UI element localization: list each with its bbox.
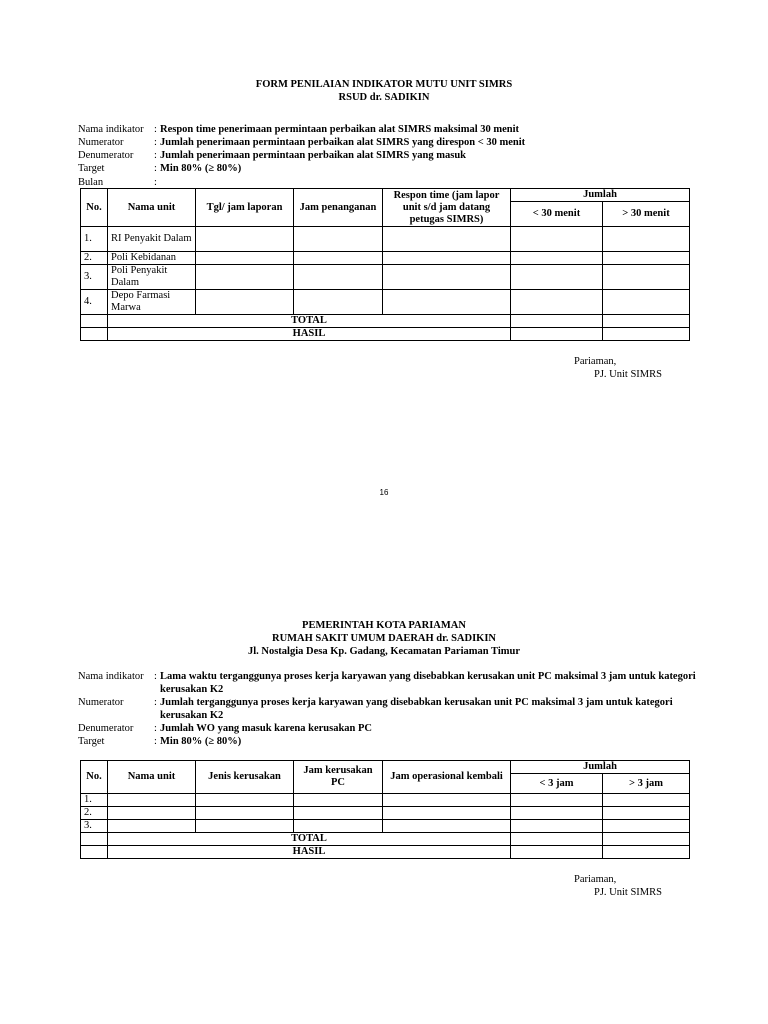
form2-field-target: Target : Min 80% (≥ 80%): [78, 736, 242, 748]
form2-subtitle: RUMAH SAKIT UMUM DAERAH dr. SADIKIN: [271, 633, 497, 644]
form2-address: Jl. Nostalgia Desa Kp. Gadang, Kecamatan Pariaman Timur: [247, 646, 521, 657]
form1-field-target: Target : Min 80% (≥ 80%): [78, 163, 242, 175]
sign-role: PJ. Unit SIMRS: [594, 887, 662, 898]
page-number: 16: [379, 488, 389, 497]
row-no: 2.: [81, 252, 108, 265]
form1-th-lt30: < 30 menit: [511, 202, 603, 227]
table-row: [81, 252, 690, 265]
form1-th-jumlah: Jumlah: [511, 189, 690, 202]
form1-total-row: [81, 315, 690, 328]
hasil-label: HASIL: [108, 846, 511, 859]
form1-th-tgl-jam: Tgl/ jam laporan: [196, 189, 294, 227]
sign-role: PJ. Unit SIMRS: [594, 369, 662, 380]
hasil-label: HASIL: [108, 328, 511, 341]
form1-th-respon-time: Respon time (jam lapor unit s/d jam datang petugas SIMRS): [383, 189, 511, 227]
sign-place: Pariaman,: [574, 356, 617, 367]
form2-total-row: [81, 833, 690, 846]
form1-th-nama-unit: Nama unit: [108, 189, 196, 227]
table-row: [81, 794, 690, 807]
row-no: 1.: [81, 794, 108, 807]
form1-th-no: No.: [81, 189, 108, 227]
form1-th-jam-penanganan: Jam penanganan: [294, 189, 383, 227]
form2-field-nama-indikator: Nama indikator : Lama waktu terganggunya proses kerja karyawan yang disebabkan kerusakan unit PC maksimal 3 jam untuk kategori kerusakan K2: [78, 671, 696, 695]
row-unit: Depo Farmasi Marwa: [108, 290, 196, 315]
form2-signature: [574, 873, 662, 899]
row-unit: Poli Penyakit Dalam: [108, 265, 196, 290]
row-unit: Poli Kebidanan: [108, 252, 196, 265]
form1-field-numerator: Numerator : Jumlah penerimaan permintaan perbaikan alat SIMRS yang direspon < 30 menit: [78, 137, 526, 149]
form2-table: [80, 760, 690, 859]
form1-field-denumerator: Denumerator : Jumlah penerimaan permintaan perbaikan alat SIMRS yang masuk: [78, 150, 467, 162]
form1-field-nama-indikator: Nama indikator : Respon time penerimaan permintaan perbaikan alat SIMRS maksimal 30 menit: [78, 124, 520, 135]
form2-title: PEMERINTAH KOTA PARIAMAN: [302, 620, 466, 631]
form2-field-denumerator: Denumerator : Jumlah WO yang masuk karena kerusakan PC: [78, 723, 372, 734]
form1-field-bulan: Bulan :: [78, 176, 157, 188]
total-label: TOTAL: [108, 315, 511, 328]
table-row: [81, 820, 690, 833]
form1-table: [80, 188, 690, 341]
form2-header: [0, 619, 768, 658]
sign-place: Pariaman,: [574, 874, 617, 885]
total-label: TOTAL: [108, 833, 511, 846]
form1-th-gt30: > 30 menit: [603, 202, 690, 227]
row-no: 4.: [81, 290, 108, 315]
form1-fields: [78, 123, 698, 189]
form2-th-jam-kerusakan: Jam kerusakan PC: [294, 761, 383, 794]
form1-hasil-row: [81, 328, 690, 341]
row-unit: RI Penyakit Dalam: [108, 227, 196, 252]
form2-th-no: No.: [81, 761, 108, 794]
row-no: 1.: [81, 227, 108, 252]
form2-th-nama-unit: Nama unit: [108, 761, 196, 794]
row-no: 3.: [81, 265, 108, 290]
form2-th-lt3: < 3 jam: [511, 774, 603, 794]
row-no: 3.: [81, 820, 108, 833]
form2-field-numerator: Numerator : Jumlah terganggunya proses kerja karyawan yang disebabkan kerusakan unit PC maksimal 3 jam untuk kategori kerusakan K2: [78, 697, 673, 721]
table-row: [81, 227, 690, 252]
form2-th-gt3: > 3 jam: [603, 774, 690, 794]
form1-signature: [574, 355, 662, 381]
form2-th-jam-operasional: Jam operasional kembali: [383, 761, 511, 794]
form2-th-jenis-kerusakan: Jenis kerusakan: [196, 761, 294, 794]
form1-title: FORM PENILAIAN INDIKATOR MUTU UNIT SIMRS: [255, 79, 513, 90]
table-row: [81, 290, 690, 315]
table-row: [81, 265, 690, 290]
table-row: [81, 807, 690, 820]
form2-hasil-row: [81, 846, 690, 859]
form1-subtitle: RSUD dr. SADIKIN: [338, 92, 430, 103]
form2-th-jumlah: Jumlah: [511, 761, 690, 774]
form2-fields: [78, 670, 698, 748]
form1-header: [0, 78, 768, 104]
row-no: 2.: [81, 807, 108, 820]
